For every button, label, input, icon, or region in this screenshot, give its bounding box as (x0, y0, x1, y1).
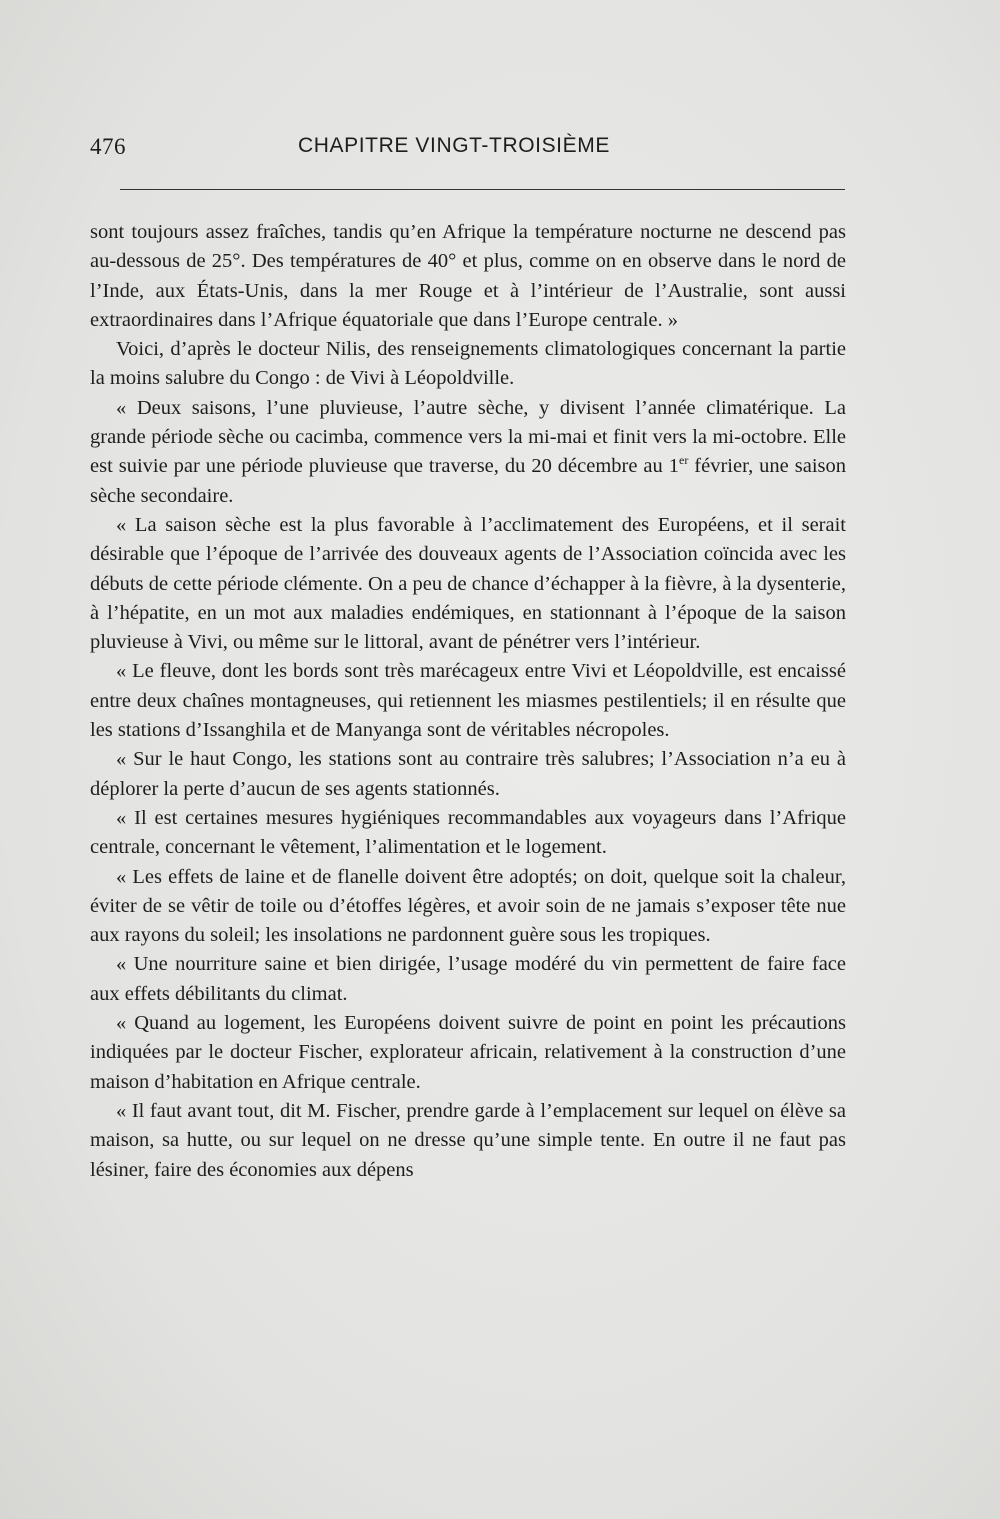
body-text (90, 218, 846, 1185)
paragraph-nilis-intro: Voici, d’après le docteur Nilis, des renseignements climatologiques concernant la partie la moins salubre du Congo : de Vivi à Léopoldville. (90, 338, 846, 390)
ordinal-superscript: er (679, 453, 689, 468)
header-rule (120, 189, 845, 190)
running-head (90, 134, 850, 164)
chapter-title: CHAPITRE VINGT-TROISIÈME (298, 134, 610, 157)
paragraph-seasons (90, 394, 846, 511)
page-number: 476 (90, 134, 126, 159)
paragraph-housing: « Quand au logement, les Européens doivent suivre de point en point les précautions indiquées par le docteur Fischer, explorateur africain, relativement à la construction d’une maison d’habitation en Afrique centrale. (90, 1012, 846, 1093)
paragraph-river: « Le fleuve, dont les bords sont très marécageux entre Vivi et Léopoldville, est encaissé entre deux chaînes montagneuses, qui retiennent les miasmes pestilentiels; il en résulte que les stations d’Issanghila et de Manyanga sont de véritables nécropoles. (90, 660, 846, 742)
paragraph-dry-season: « La saison sèche est la plus favorable à l’acclimatement des Européens, et il serait désirable que l’époque de l’arrivée des douveaux agents de l’Association coïncida avec les débuts de cette période clémente. On a peu de chance d’échapper à la fièvre, à la dysenterie, à l’hépatite, en un mot aux maladies endémiques, en stationnant à l’époque de la saison pluvieuse à Vivi, ou même sur le littoral, avant de pénétrer vers l’intérieur. (90, 513, 846, 654)
paragraph-upper-congo: « Sur le haut Congo, les stations sont au contraire très salubres; l’Association n’a eu à déplorer la perte d’aucun de ses agents stationnés. (90, 748, 846, 800)
paragraph-continued: sont toujours assez fraîches, tandis qu’en Afrique la température nocturne ne descend pas au-dessous de 25°. Des températures de 40° et plus, comme on en observe dans le nord de l’Inde, aux États-Unis, dans la mer Rouge et à l’intérieur de l’Australie, sont aussi extraordinaires dans l’Afrique équatoriale que dans l’Europe centrale. » (90, 221, 846, 331)
paragraph-clothing: « Les effets de laine et de flanelle doivent être adoptés; on doit, quelque soit la chaleur, éviter de se vêtir de toile ou d’étoffes légères, et avoir soin de ne jamais s’exposer tête nue aux rayons du soleil; les insolations ne pardonnent guère sous les tropiques. (90, 865, 846, 947)
paragraph-seasons-text: « Deux saisons, l’une pluvieuse, l’autre sèche, y divisent l’année climatérique. La grande période sèche ou cacimba, commence vers la mi-mai et finit vers la mi-octobre. Elle est suivie par une période pluvieuse que traverse, du 20 décembre au 1 (90, 396, 846, 478)
paragraph-fischer: « Il faut avant tout, dit M. Fischer, prendre garde à l’emplacement sur lequel on élève sa maison, sa hutte, ou sur lequel on ne dresse qu’une simple tente. En outre il ne faut pas lésiner, faire des économies aux dépens (90, 1099, 846, 1181)
paragraph-hygiene: « Il est certaines mesures hygiéniques recommandables aux voyageurs dans l’Afrique centrale, concernant le vêtement, l’alimentation et le logement. (90, 806, 846, 859)
paragraph-food: « Une nourriture saine et bien dirigée, l’usage modéré du vin permettent de faire face aux effets débilitants du climat. (90, 953, 846, 1005)
paragraph-seasons-text-end: février, une saison sèche secondaire. (90, 455, 846, 507)
